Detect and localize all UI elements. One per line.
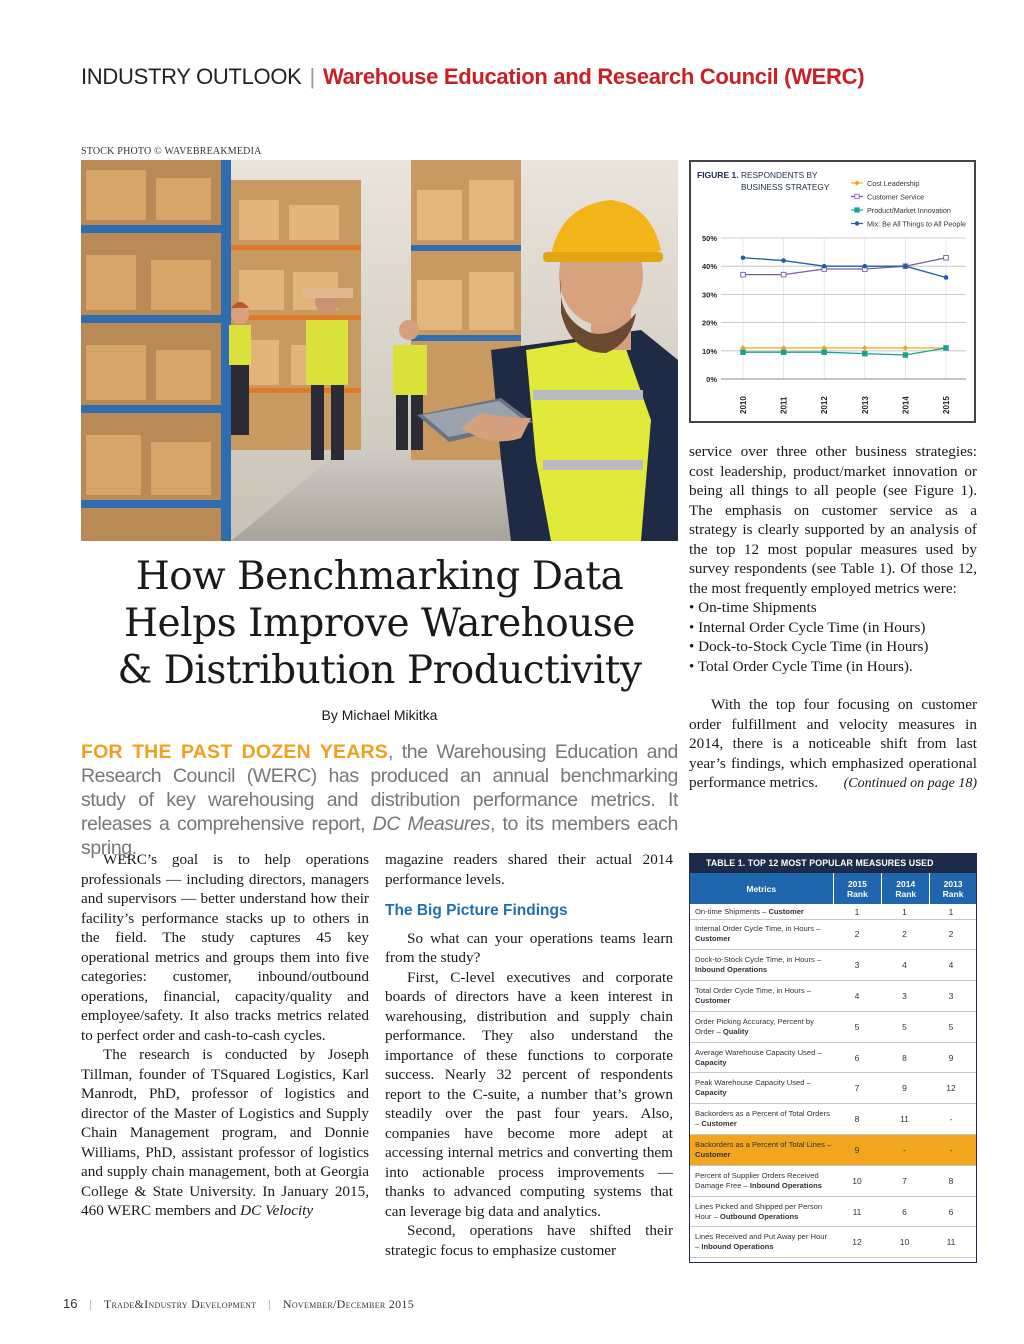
metric-cell xyxy=(690,920,833,950)
rank-cell-2015: 7 xyxy=(854,1083,860,1094)
rank-cell-2014: 3 xyxy=(902,990,907,1001)
metric-label: Average Warehouse Capacity Used – xyxy=(695,1047,822,1057)
metric-category: Capacity xyxy=(695,1088,727,1098)
data-point xyxy=(741,350,746,355)
table-row xyxy=(690,950,976,981)
rank-cell-2013: 4 xyxy=(948,960,954,971)
metric-label: Backorders as a Percent of Total Lines – xyxy=(695,1139,832,1149)
continued-note: (Continued on page 18) xyxy=(843,775,977,791)
rank-cell-2013: 2 xyxy=(948,929,954,940)
photo-credit: STOCK PHOTO © WAVEBREAKMEDIA xyxy=(81,146,262,157)
table-row xyxy=(690,920,976,951)
metric-name xyxy=(695,955,833,975)
bullet-item: • Internal Order Cycle Time (in Hours) xyxy=(689,618,926,636)
rank-cell-2013: 3 xyxy=(948,990,954,1001)
header-separator: | xyxy=(309,64,315,89)
data-point xyxy=(741,272,746,277)
data-point xyxy=(944,255,949,260)
table-row xyxy=(690,1135,976,1166)
metric-label: Dock-to-Stock Cycle Time, in Hours – xyxy=(695,955,822,965)
body-column-2 xyxy=(385,850,673,1260)
section-label: INDUSTRY OUTLOOK xyxy=(81,64,302,89)
body-column-3 xyxy=(689,442,977,793)
metric-category: Capacity xyxy=(695,1057,727,1067)
metric-category: Quality xyxy=(722,1026,749,1036)
metric-cell xyxy=(690,950,833,980)
rank-cell-2013: 1 xyxy=(948,906,954,917)
chart-title-line: BUSINESS STRATEGY xyxy=(741,182,830,192)
metric-category: Inbound Operations xyxy=(749,1180,823,1190)
rank-cell-2015: 10 xyxy=(852,1175,862,1186)
chart-title xyxy=(741,170,818,180)
metric-name xyxy=(695,986,833,1006)
metric-label: Total Order Cycle Time, in Hours – xyxy=(695,985,812,995)
title-line: Helps Improve Warehouse xyxy=(124,601,635,646)
subheading: The Big Picture Findings xyxy=(385,902,568,919)
bullet-item: • On-time Shipments xyxy=(689,599,817,616)
data-point xyxy=(781,258,786,263)
footer-separator: | xyxy=(89,1297,92,1311)
metric-name xyxy=(695,1078,833,1098)
footer-separator: | xyxy=(268,1297,271,1311)
metric-name xyxy=(695,1140,833,1160)
metric-name xyxy=(695,1232,833,1252)
body-column-1 xyxy=(81,850,369,1221)
y-tick-label: 20% xyxy=(701,318,717,328)
table-row xyxy=(690,905,976,920)
data-point xyxy=(903,345,909,351)
metric-category: Outbound Operations xyxy=(719,1211,799,1221)
rank-cell-2013: 5 xyxy=(948,1021,954,1032)
metric-category: Customer xyxy=(695,1149,731,1159)
table-row xyxy=(690,1227,976,1258)
data-point xyxy=(944,346,949,351)
rank-cell-2015: 1 xyxy=(854,906,860,917)
rank-cell-2015: 5 xyxy=(854,1021,860,1032)
rank-cell-2015: 12 xyxy=(852,1237,862,1248)
x-tick-label: 2013 xyxy=(860,396,870,414)
title-line: How Benchmarking Data xyxy=(135,554,624,599)
metric-name xyxy=(695,1109,833,1129)
y-tick-label: 30% xyxy=(701,290,717,300)
rank-cell-2015: 9 xyxy=(854,1144,860,1155)
legend-label: Product/Market Innovation xyxy=(867,206,951,215)
body-paragraph: With the top four focusing on customer order fulfillment and velocity measures in 2014, there is a noticeable shift from last year’s findings, which emphasized operational performance metrics. xyxy=(689,696,977,791)
publication-name: Trade&Industry Development xyxy=(103,1297,257,1311)
rank-cell-2014: 7 xyxy=(902,1175,907,1186)
metric-cell xyxy=(690,981,833,1011)
header-metrics: Metrics xyxy=(690,873,834,904)
rank-cell-2015: 4 xyxy=(854,990,860,1001)
x-tick-label: 2011 xyxy=(779,396,789,414)
table-row xyxy=(690,1166,976,1197)
body-paragraph: First, C-level executives and corporate boards of directors have a keen interest in warehousing, distribution and supply chain performance. They also understand the importance of these functions to corporate success. Nearly 32 percent of respondents report to the C-suite, a number that’s grown steadily over the past four years. Also, companies have become more adept at accessing internal metrics and converting them into actionable process improvements — thanks to advanced computing systems that can leverage big data and analytics. xyxy=(385,968,673,1220)
metric-label: Backorders as a Percent of Total Orders – xyxy=(695,1109,830,1129)
x-axis-ticks xyxy=(739,396,951,414)
metric-label: Lines Received and Put Away per Hour – xyxy=(695,1232,827,1252)
rank-cell-2013: 11 xyxy=(946,1237,956,1248)
metric-cell xyxy=(690,1135,833,1165)
section-header xyxy=(81,64,864,90)
x-tick-label: 2010 xyxy=(739,396,748,414)
chart-series xyxy=(740,255,949,357)
legend-swatch-marker xyxy=(855,194,859,198)
y-tick-label: 10% xyxy=(701,346,717,356)
lead-text: , the Warehousing Education and Research Council (WERC) has produced an annual benchmarking study of key warehousing and distribution performance metrics. It releases a comprehensive report, xyxy=(81,741,678,835)
metric-name xyxy=(695,1048,833,1068)
body-paragraph xyxy=(81,1045,369,1221)
issue-date: November/December 2015 xyxy=(282,1297,415,1311)
lead-caps: FOR THE PAST DOZEN YEARS xyxy=(81,741,389,763)
header-2015: 2015 Rank xyxy=(834,873,883,904)
table-row xyxy=(690,1104,976,1135)
table-row xyxy=(690,1197,976,1228)
metric-cell xyxy=(690,1073,833,1103)
rank-cell-2014: 10 xyxy=(899,1237,910,1248)
warehouse-photo xyxy=(81,160,678,541)
table-row xyxy=(690,981,976,1012)
body-paragraph: Second, operations have shifted their strategic focus to emphasize customer xyxy=(385,1222,673,1259)
metric-name xyxy=(695,1202,833,1222)
metric-category: Customer xyxy=(695,934,731,944)
metric-cell xyxy=(690,1166,833,1196)
metric-label: Peak Warehouse Capacity Used – xyxy=(695,1078,811,1088)
metric-category: Customer xyxy=(768,906,804,916)
legend-swatch-marker xyxy=(855,221,859,225)
data-point xyxy=(863,264,868,269)
metric-label: On-time Shipments – xyxy=(695,906,769,916)
lead-text: , to its members each spring. xyxy=(81,813,678,859)
rank-cell-2014: 11 xyxy=(900,1114,909,1125)
legend-swatch-marker xyxy=(855,208,859,212)
metric-label: Lines Picked and Shipped per Person Hour – xyxy=(695,1201,823,1221)
rank-cell-2014: 9 xyxy=(902,1083,907,1094)
metric-cell xyxy=(690,1043,833,1073)
body-paragraph: WERC’s goal is to help operations professionals — including directors, managers and supervisors — better understand how their facility’s performance stacks up to others in the field. The study captures 45 key operational metrics and groups them into five categories: customer, inbound/outbound operations, financial, capacity/quality and employee/safety. It also tracks metrics related to perfect order and cash-to-cash cycles. xyxy=(81,851,369,1044)
chart-title-line: RESPONDENTS BY xyxy=(741,170,818,180)
metric-cell xyxy=(690,1197,833,1227)
y-tick-label: 40% xyxy=(701,262,717,272)
chart-legend xyxy=(851,179,966,229)
rank-cell-2015: 3 xyxy=(854,960,860,971)
table-title: TABLE 1. TOP 12 MOST POPULAR MEASURES USED xyxy=(690,854,976,873)
metric-category: Customer xyxy=(695,995,731,1005)
data-point xyxy=(863,351,868,356)
rank-cell-2015: 8 xyxy=(854,1114,860,1125)
bullet-item: • Dock-to-Stock Cycle Time (in Hours) xyxy=(689,638,929,655)
rank-cell-2014: 5 xyxy=(902,1021,907,1032)
rank-cell-2013: 12 xyxy=(946,1083,956,1094)
data-point xyxy=(822,264,827,269)
table-header xyxy=(690,873,976,905)
data-point xyxy=(781,272,786,277)
metric-cell xyxy=(690,1227,833,1257)
y-tick-label: 0% xyxy=(706,375,717,384)
x-tick-label: 2012 xyxy=(820,396,830,414)
table-row xyxy=(690,1012,976,1043)
legend-label: Customer Service xyxy=(867,192,925,202)
rank-cell-2014: 4 xyxy=(902,960,907,971)
data-point xyxy=(822,350,827,355)
rank-cell-2015: 11 xyxy=(852,1206,862,1217)
metric-label: Percent of Supplier Orders Received Damage Free – xyxy=(695,1170,819,1190)
metric-cell xyxy=(690,1012,833,1042)
rank-cell-2014: 1 xyxy=(902,906,907,917)
organization-name: Warehouse Education and Research Council (WERC) xyxy=(322,64,865,89)
x-tick-label: 2015 xyxy=(942,396,951,414)
header-2013: 2013 Rank xyxy=(930,873,976,904)
header-2014: 2014 Rank xyxy=(882,873,930,904)
metric-name xyxy=(695,1017,833,1037)
metric-label: Internal Order Cycle Time, in Hours – xyxy=(695,924,821,934)
rank-cell-2014: 6 xyxy=(902,1206,907,1217)
data-point xyxy=(781,350,786,355)
legend-label: Cost Leadership xyxy=(867,179,920,188)
table-body xyxy=(690,905,976,1258)
rank-cell-2014: - xyxy=(903,1144,906,1155)
metric-label: Order Picking Accuracy, Percent by Order – xyxy=(695,1016,814,1036)
table-row xyxy=(690,1073,976,1104)
line-chart xyxy=(691,162,974,421)
metric-category: Customer xyxy=(701,1119,737,1129)
legend-swatch-marker xyxy=(854,180,859,185)
data-point xyxy=(903,353,908,358)
rank-cell-2014: 2 xyxy=(902,929,907,940)
bullet-list xyxy=(689,598,977,676)
rank-cell-2013: - xyxy=(949,1114,953,1125)
rank-cell-2013: 8 xyxy=(948,1175,954,1186)
metric-name xyxy=(695,924,833,944)
magazine-name: DC Velocity xyxy=(240,1202,314,1219)
figure-1-chart xyxy=(689,160,976,423)
table-row xyxy=(690,1043,976,1074)
rank-cell-2015: 2 xyxy=(854,929,860,940)
rank-cell-2013: 6 xyxy=(948,1206,954,1217)
x-tick-label: 2014 xyxy=(901,396,911,414)
legend-label: Mix: Be All Things to All People xyxy=(867,219,966,229)
metric-category: Inbound Operations xyxy=(695,965,768,975)
rank-cell-2014: 8 xyxy=(902,1052,907,1063)
metric-name xyxy=(695,1171,833,1191)
page-number: 16 xyxy=(63,1296,78,1311)
metric-cell xyxy=(690,905,833,919)
report-name: DC Measures xyxy=(372,813,490,835)
rank-cell-2013: - xyxy=(949,1144,953,1155)
body-text: The research is conducted by Joseph Tillman, founder of TSquared Logistics, Karl Manrodt, PhD, professor of logistics and director of the Master of Logistics and Supply Chain Management program, and Donnie Williams, PhD, assistant professor of logistics and supply chain management, both at Georgia College & State University. In January 2015, 460 WERC members and xyxy=(81,1046,369,1219)
series-line-2 xyxy=(743,348,946,355)
warehouse-illustration xyxy=(81,160,678,541)
body-paragraph: magazine readers shared their actual 2014 performance levels. xyxy=(385,851,673,888)
rank-cell-2015: 6 xyxy=(854,1052,860,1063)
data-point xyxy=(903,264,908,269)
lead-paragraph xyxy=(81,740,678,860)
y-tick-label: 50% xyxy=(701,234,717,243)
metric-name xyxy=(695,907,804,917)
chart-title-bold: FIGURE 1. xyxy=(697,170,739,180)
table-1 xyxy=(689,853,977,1263)
metric-cell xyxy=(690,1104,833,1134)
data-point xyxy=(741,255,746,260)
body-paragraph: service over three other business strategies: cost leadership, product/market innovation or being all things to all people (see Figure 1). The emphasis on customer service as a strategy is clearly supported by an analysis of the top 12 most popular measures used by survey respondents (see Table 1). Of those 12, the most frequently employed metrics were: xyxy=(689,443,977,597)
data-point xyxy=(862,345,868,351)
page-footer xyxy=(63,1296,414,1312)
metric-category: Inbound Operations xyxy=(701,1242,774,1252)
article-title xyxy=(81,553,678,694)
byline: By Michael Mikitka xyxy=(321,707,438,723)
title-line: & Distribution Productivity xyxy=(117,648,642,693)
bullet-item: • Total Order Cycle Time (in Hours). xyxy=(689,657,913,675)
body-paragraph: So what can your operations teams learn from the study? xyxy=(385,929,673,966)
rank-cell-2013: 9 xyxy=(948,1052,954,1063)
data-point xyxy=(944,275,949,280)
